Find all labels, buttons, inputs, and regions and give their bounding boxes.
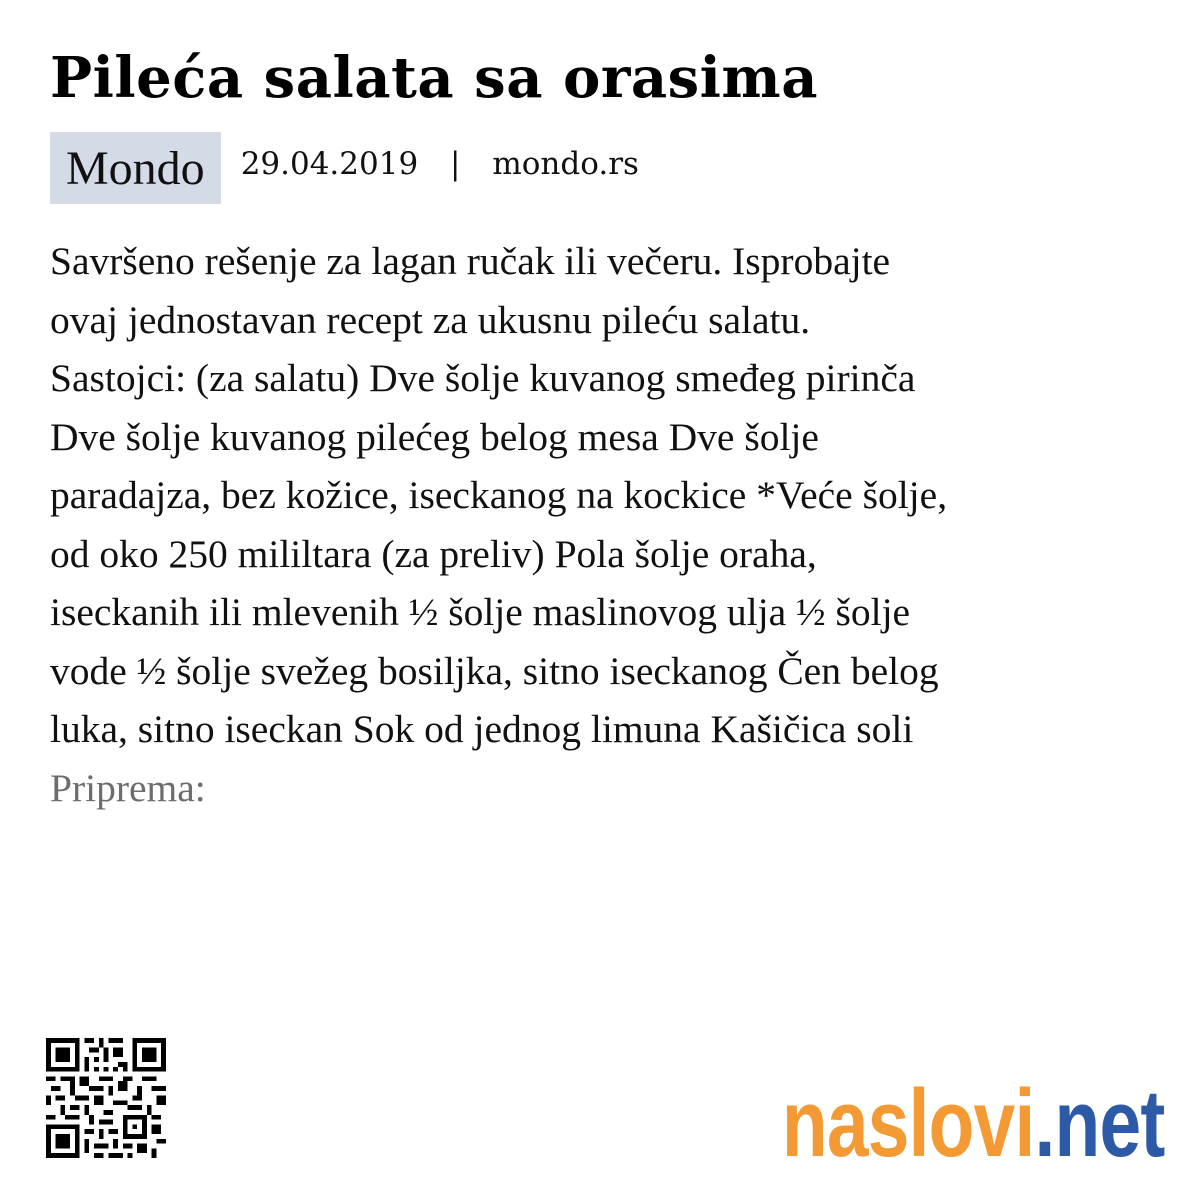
- article-body: [50, 232, 1160, 817]
- publish-date: 29.04.2019: [240, 146, 419, 182]
- body-line: od oko 250 mililtara (za preliv) Pola šolje oraha,: [50, 531, 817, 576]
- meta-separator: |: [450, 146, 461, 182]
- logo-text-secondary: .net: [1033, 1070, 1164, 1177]
- source-badge[interactable]: Mondo: [50, 132, 221, 204]
- body-line: paradajza, bez kožice, iseckanog na kockice *Veće šolje,: [50, 473, 948, 517]
- article-meta: [50, 132, 639, 204]
- logo-text-primary: naslovi: [781, 1070, 1034, 1177]
- body-line: iseckanih ili mlevenih ½ šolje maslinovog ulja ½ šolje: [50, 590, 911, 634]
- body-line-faded: Priprema:: [50, 765, 206, 810]
- body-line: luka, sitno iseckan Sok od jednog limuna Kašičica soli: [50, 707, 914, 751]
- qr-code-icon[interactable]: [46, 1038, 166, 1158]
- body-line: Dve šolje kuvanog pilećeg belog mesa Dve šolje: [50, 414, 819, 459]
- body-line: vode ½ šolje svežeg bosiljka, sitno iseckanog Čen belog: [50, 648, 939, 693]
- source-site-link[interactable]: mondo.rs: [492, 146, 639, 182]
- body-line: ovaj jednostavan recept za ukusnu pileću salatu.: [50, 297, 811, 342]
- meta-line: [241, 146, 639, 182]
- naslovi-logo[interactable]: [781, 1062, 1164, 1177]
- body-line: Savršeno rešenje za lagan ručak ili večeru. Isprobajte: [50, 239, 891, 283]
- article-title: Pileća salata sa orasima: [50, 45, 818, 111]
- body-line: Sastojci: (za salatu) Dve šolje kuvanog smeđeg pirinča: [50, 356, 916, 400]
